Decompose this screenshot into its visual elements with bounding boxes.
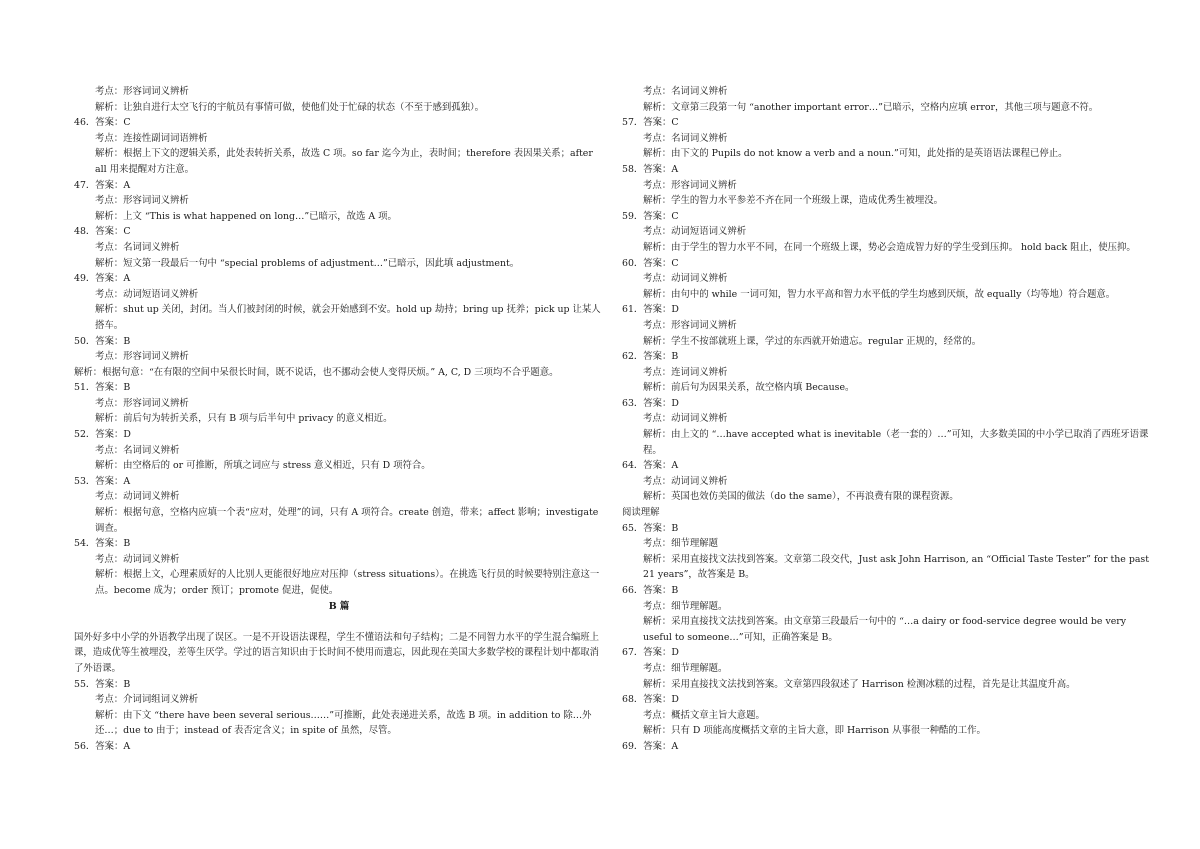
right-item-line: 62．答案：B bbox=[622, 351, 679, 363]
right-item-line: 64．答案：A bbox=[622, 460, 679, 472]
right-item-line: 65．答案：B bbox=[622, 522, 679, 534]
right-detail-line: 解析：学生不按部就班上课，学过的东西就开始遗忘。regular 正规的，经常的。 bbox=[643, 335, 982, 347]
right-detail-line: 解析：英国也效仿美国的做法（do the same），不再浪费有限的课程资源。 bbox=[643, 491, 959, 503]
right-item-line: 67．答案：D bbox=[622, 647, 679, 659]
right-column bbox=[622, 84, 1152, 755]
left-paragraph: 解析：根据上下文的逻辑关系，此处表转折关系，故选 C 项。so far 迄今为止，表时间；therefore 表因果关系；after all 用来提醒对方注意。 bbox=[95, 148, 593, 175]
left-paragraph: 国外好多中小学的外语教学出现了误区。一是不开设语法课程，学生不懂语法和句子结构；二是不同智力水平的学生混合编班上课，造成优等生被埋没，差等生厌学。学过的语言知识由于长时间不使用而遗忘，因此现在美国大多数学校的课程计划中都取消了外语课。 bbox=[74, 631, 600, 674]
right-item-line: 58．答案：A bbox=[622, 163, 679, 175]
right-detail-line: 解析：由下文的 Pupils do not know a verb and a noun.”可知，此处指的是英语语法课程已停止。 bbox=[643, 148, 1068, 160]
left-item-line: 54．答案：B bbox=[74, 538, 131, 550]
spacer bbox=[74, 614, 604, 630]
right-detail-line: 解析：只有 D 项能高度概括文章的主旨大意，即 Harrison 从事很一种酷的工作。 bbox=[643, 725, 986, 737]
left-detail-line: 考点：动词短语词义辨析 bbox=[95, 288, 199, 300]
right-detail-line: 考点：形容词词义辨析 bbox=[643, 319, 737, 331]
left-detail-line: 考点：形容词词义辨析 bbox=[95, 86, 189, 97]
left-detail-line: 考点：连接性副词词语辨析 bbox=[95, 132, 208, 144]
right-detail-line: 解析：由句中的 while 一词可知，智力水平高和智力水平低的学生均感到厌烦，故 equally（均等地）符合题意。 bbox=[643, 288, 1116, 300]
left-detail-line: 考点：名词词义辨析 bbox=[95, 444, 180, 456]
left-item-line: 52．答案：D bbox=[74, 429, 131, 441]
right-detail-line: 考点：动词词义辨析 bbox=[643, 413, 728, 425]
right-detail-line: 考点：动词短语词义辨析 bbox=[643, 226, 747, 238]
left-detail-line: 考点：动词词义辨析 bbox=[95, 491, 180, 503]
right-item-line: 60．答案：C bbox=[622, 257, 679, 269]
left-item-line: 55．答案：B bbox=[74, 678, 131, 690]
left-paragraph: 解析：shut up 关闭，封闭。当人们被封闭的时候，就会开始感到不安。hold up 劫持；bring up 抚养；pick up 让某人搭车。 bbox=[95, 304, 601, 331]
right-item-line: 阅读理解 bbox=[622, 507, 660, 519]
left-paragraph: 解析：由下文 “there have been several serious……”可推断，此处表递进关系，故选 B 项。in addition to 除…外还…；due to 由于；instead of 表否定含义；in spite of 虽然，尽管。 bbox=[95, 709, 592, 737]
left-column bbox=[74, 84, 604, 755]
right-detail-line: 考点：动词词义辨析 bbox=[643, 273, 728, 285]
right-detail-line: 考点：细节理解题。 bbox=[643, 662, 728, 674]
left-detail-line: 考点：形容词词义辨析 bbox=[95, 351, 189, 363]
left-detail-line: 考点：动词词义辨析 bbox=[95, 553, 180, 565]
right-item-line: 57．答案：C bbox=[622, 117, 679, 129]
right-paragraph: 解析：由上文的 “…have accepted what is inevitable（老一套的）…”可知，大多数美国的中小学已取消了西班牙语课程。 bbox=[643, 429, 1149, 456]
left-paragraph: 解析：根据上文，心理素质好的人比别人更能很好地应对压抑（stress situations）。在挑选飞行员的时候要特别注意这一点。become 成为；order 预订；promote 促进，促使。 bbox=[95, 569, 600, 596]
right-item-line: 66．答案：B bbox=[622, 585, 679, 596]
right-detail-line: 解析：文章第三段第一句 “another important error…”已暗示，空格内应填 error，其他三项与题意不符。 bbox=[643, 101, 1099, 113]
left-item-line: 51．答案：B bbox=[74, 382, 131, 394]
left-item-line: 48．答案：C bbox=[74, 226, 131, 238]
right-detail-line: 解析：学生的智力水平参差不齐在同一个班级上课，造成优秀生被埋没。 bbox=[643, 195, 944, 207]
left-item-line: 56．答案：A bbox=[74, 740, 131, 752]
right-item-line: 59．答案：C bbox=[622, 210, 679, 222]
right-detail-line: 考点：细节理解题。 bbox=[643, 600, 728, 612]
right-item-line: 63．答案：D bbox=[622, 397, 679, 409]
left-detail-line: 解析：由空格后的 or 可推断，所填之词应与 stress 意义相近，只有 D 项符合。 bbox=[95, 460, 431, 472]
left-detail-line: 解析：短文第一段最后一句中 “special problems of adjustment…”已暗示，因此填 adjustment。 bbox=[95, 257, 520, 269]
right-detail-line: 考点：细节理解题 bbox=[643, 538, 719, 550]
right-detail-line: 解析：采用直接找文法找到答案。文章第四段叙述了 Harrison 检测冰糕的过程，首先是让其温度升高。 bbox=[643, 678, 1076, 690]
right-detail-line: 解析：前后句为因果关系，故空格内填 Because。 bbox=[643, 382, 855, 394]
left-item-line: 53．答案：A bbox=[74, 475, 131, 487]
left-item-line: 46．答案：C bbox=[74, 117, 131, 129]
left-paragraph: 解析：根据句意：“在有限的空间中呆很长时间，既不说话，也不挪动会使人变得厌烦。” A, C, D 三项均不合乎题意。 bbox=[74, 366, 559, 378]
right-detail-line: 考点：形容词词义辨析 bbox=[643, 179, 737, 191]
left-item-line: 49．答案：A bbox=[74, 273, 131, 285]
left-detail-line: 考点：形容词词义辨析 bbox=[95, 397, 189, 409]
left-detail-line: 解析：上文 “This is what happened on long…”已暗示，故选 A 项。 bbox=[95, 210, 397, 222]
right-paragraph: 解析：采用直接找文法找到答案。由文章第三段最后一句中的 “…a dairy or food-service degree would be very useful to someone…”可知，正确答案是 B。 bbox=[643, 616, 1127, 643]
right-detail-line: 考点：连词词义辨析 bbox=[643, 366, 728, 378]
left-detail-line: 考点：介词词组词义辨析 bbox=[95, 694, 199, 706]
right-item-line: 61．答案：D bbox=[622, 304, 679, 316]
left-paragraph: 解析：根据句意，空格内应填一个表“应对，处理”的词，只有 A 项符合。create 创造，带来；affect 影响；investigate 调查。 bbox=[95, 507, 599, 534]
left-detail-line: 解析：让独自进行太空飞行的宇航员有事情可做，使他们处于忙碌的状态（不至于感到孤独）。 bbox=[95, 101, 485, 113]
right-item-line: 68．答案：D bbox=[622, 694, 679, 706]
right-detail-line: 考点：概括文章主旨大意题。 bbox=[643, 709, 765, 721]
right-detail-line: 考点：动词词义辨析 bbox=[643, 475, 728, 487]
right-paragraph: 解析：由于学生的智力水平不同，在同一个班级上课，势必会造成智力好的学生受到压抑。 hold back 阻止，使压抑。 bbox=[643, 241, 1136, 253]
right-detail-line: 考点：名词词义辨析 bbox=[643, 86, 728, 97]
left-item-line: 50．答案：B bbox=[74, 335, 131, 347]
section-heading: B 篇 bbox=[328, 600, 350, 612]
right-detail-line: 考点：名词词义辨析 bbox=[643, 132, 728, 144]
right-item-line: 69．答案：A bbox=[622, 740, 679, 752]
left-item-line: 47．答案：A bbox=[74, 179, 131, 191]
right-paragraph: 解析：采用直接找文法找到答案。文章第二段交代，Just ask John Harrison, an “Official Taste Tester” for the past 21 years”，故答案是 B。 bbox=[643, 553, 1149, 581]
left-detail-line: 考点：形容词词义辨析 bbox=[95, 195, 189, 207]
left-detail-line: 解析：前后句为转折关系，只有 B 项与后半句中 privacy 的意义相近。 bbox=[95, 413, 393, 425]
left-detail-line: 考点：名词词义辨析 bbox=[95, 241, 180, 253]
